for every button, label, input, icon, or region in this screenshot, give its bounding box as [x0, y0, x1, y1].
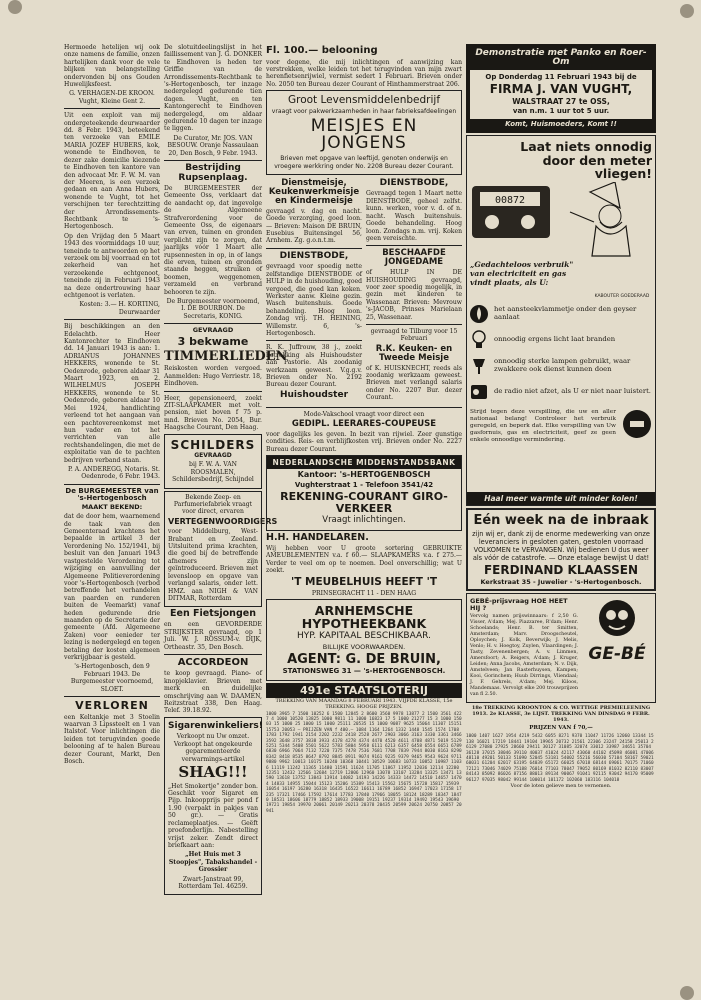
soap-ad	[164, 491, 278, 608]
tip-4-text: de radio niet afzet, als U er niet naar luistert.	[494, 386, 651, 395]
demonstration-firm: FIRMA J. VAN VUGHT,	[489, 82, 633, 97]
painters-heading: SCHILDERS	[170, 437, 256, 452]
meter-reading: 00872	[494, 194, 526, 206]
court-notice-2-signature: P. A. ANDEREGG, Notaris. St. Oedenrode, 6 Febr. 1943.	[67, 465, 160, 481]
lost-heading: VERLOREN	[75, 699, 149, 712]
tip-4	[470, 381, 652, 403]
divider	[164, 160, 262, 161]
gebe-quiz-heading: GEBÉ-prijsvraag HOE HEET HIJ ?	[470, 597, 568, 613]
divider	[64, 696, 160, 697]
premium-lottery-subheading: PRIJZEN VAN f 70,—	[529, 725, 593, 732]
divider	[366, 324, 462, 325]
demonstration-call: Komt, Huismoeders, Komt !!	[505, 120, 617, 129]
burglary-firm: FERDINAND KLAASSEN	[483, 563, 639, 578]
mortgage-conditions: BILLIJKE VOORWAARDEN.	[322, 642, 406, 651]
bicycle-boy-body: en een GEVORDERDE STRIJKSTER gevraagd, op 1 Juli. W. J. ROSSUM-v. DIJK, Ortheastr. 35, Den Bosch.	[164, 621, 262, 651]
reward-heading: Fl. 100.— belooning	[266, 45, 378, 56]
column-3	[266, 44, 462, 814]
lady-body: of HULP IN DE HUISHOUDING gevraagd, voor zeer spoedig mogelijk, in gezin met kinderen te Wassenaar. Brieven: Mevrouw 's-JACOB, Prinses Marielaan 25, Wassenaar.	[366, 269, 462, 321]
painters-ad	[164, 434, 262, 489]
gebe-quiz-body: Vervolg namen prijswinnaars: f 2,50 G. Visser, A'dam; Mej. Piazzaree, R'dam; Henr. Schoelands; Henr. B. ter Smitten, Amsterdam; Marv. Droogscheutel, Oploychen; J. Kolk, Beverwijk; J. Melis, Venlo; H. v. Hoegtoy, Zuylen, Vlaardingen; J. Tasty, Zevenenbergen; A. v. Limmen, Amersfoort; A. Reigers, A'dam; J. Kruger, Leiden; Anna Jacobs, Amsterdam; N. v. Dijk, Amstelveen; Jan Rasterhuysen, Kampen; Kooi, Gorinchem; Huub Dirrings, Vliendaal; J. F. Gehrels, A'dam; Mej. Kiloos, Mandemaas. Vervolgt elke 200 trouwprijzen van fl 2.50.	[470, 614, 578, 698]
mayor-notice-signature: 's-Hertogenbosch, den 9 Februari 1943. De Burgemeester voornoemd, SLOET.	[70, 663, 154, 693]
binder-hole-top-right	[680, 4, 694, 18]
divider	[64, 108, 160, 109]
premium-lottery-footer: Voor de loten gelieve men te vernemen.	[510, 783, 612, 790]
furniture-heading: 'T MEUBELHUIS HEEFT 'T	[291, 575, 437, 588]
tip-1	[470, 303, 652, 325]
kitchen-heading: R.K. Keuken- en Tweede Meisje	[375, 343, 453, 363]
bankruptcy-signature: De Curator, Mr. JOS. VAN BESOUW. Oranje Nassaulaan 20, Den Bosch, 9 Febr. 1943.	[167, 134, 259, 157]
servant3-heading: DIENSTBODE,	[279, 250, 349, 261]
shag-firm: „Het Huis met 3 Stoopjes", Tabakshandel - Grossier	[168, 851, 258, 874]
column-2	[164, 44, 288, 897]
mortgage-agent-address: STATIONSWEG 31 — 's-HERTOGENBOSCH.	[282, 667, 446, 676]
divider	[64, 319, 160, 320]
burglary-address: Kerkstraat 35 - Juwelier - 's-Hertogenbosch.	[480, 577, 642, 586]
accordion-heading: ACCORDEON	[177, 656, 249, 668]
servant2-body: Gevraagd tegen 1 Maart nette DIENSTBODE, geheel zelfst. kunn. werken, voor v. d. of n. nacht. Wasch buitenshuis. Goede behandeling. Hoog loon. Zondags n.m. vrij. Koken geen vereischte.	[366, 190, 462, 242]
fashion-school-body: voor dagelijks les geven. In bezit van rijwiel. Zeer gunstige condities. Reis- en verblijfkosten vrij. Brieven onder No. 2227 Bureau dezer Courant.	[266, 431, 462, 453]
energy-banner: Haal meer warmte uit minder kolen!	[467, 492, 655, 505]
servant-body: gevraagd v. dag en nacht. Goede verzorging, goed loon. — Brieven: Maison DE BRUIN, Eusebius Buitensingel 56, Arnhem. Zg. g.o.n.t.m.	[266, 207, 362, 245]
soap-intro: Bekende Zeep- en Parfumeriefabriek vraagt voor direct, ervaren	[173, 493, 253, 516]
state-lottery-numbers: 1000 3965 7 1500 10252 6 1500 12845 2 8600 3560 9978 13877 2 1500 3561 4227 4 1000 10520 13825 1000 9811 11 1000 16823 17 5 1000 21277 15 3 1000 15003 15 1000 25 1000 15 1000 25111 20535 15 1000 9087 9625 15064 11307 15151 15753 20053 — PRIJZEN VAN f 400.— 1084 1164 1264 1332 1448 1545 1574 1708 1783 1792 1941 2154 2202 2232 2418 2528 2677 2903 3066 3163 3330 3361 3466 3592 3648 3757 3838 3933 4178 4278 4374 4470 4520 4611 4708 4871 5019 5129 5251 5344 5408 5501 5622 5783 5804 5958 6111 6213 6357 6458 6554 6651 6789 6830 6966 7064 7132 7220 7375 7478 7536 7681 7708 7839 7944 8030 8163 8290 8342 8418 8535 8647 8792 8845 8911 9074 9161 9235 9379 9465 9543 9624 9711 9880 9962 10013 10175 10240 10368 10441 10529 10683 10733 10852 10987 11036 11119 11242 11365 11480 11591 11624 11705 11867 11952 12036 12114 12280 12351 12432 12566 12684 12719 12806 12960 13078 13107 13284 13325 13471 13590 13618 13752 13843 13914 14082 14193 14226 14333 14472 14510 14657 14704 14833 14955 15044 15123 15206 15389 15413 15562 15675 15728 15817 15939 16054 16197 16280 16318 16435 16522 16611 16789 16852 16947 17023 17158 17235 17321 17466 17592 17614 17783 17840 17966 18055 18124 18289 18347 18470 18531 18606 18779 18852 18933 19008 19151 19237 19314 19492 19543 19690 19721 19854 19970 20061 20149 20213 20378 20435 20599 20624 20750 20857 20941	[266, 711, 462, 814]
energy-heading: Laat niets onnodig door den meter vliegen!	[520, 139, 652, 181]
mascot-illustration	[587, 596, 647, 640]
court-notice-2: Bij beschikkingen an den Edelachtb. Heer Kantonrechter te Eindhoven dd. 14 Januari 1943 is aan: 1. ADRIANUS JOHANNES HEKKERS, wonende te St. Oedenrode, geboren aldaar 31 Maart 1923, en 2. WILHELMUS JOSEPH HEKKERS, wonende te St. Oedenrode, geboren aldaar 10 Mei 1924, handlichting verleend tot het aangaan van een pachtovereenkomst met hun vader en tot het verrichten van alle rechtshandelingen, die met de exploitatie van de te pachten bedrijven verband staan.	[64, 323, 160, 464]
lightbulb-icon	[470, 329, 488, 351]
fashion-school-heading: GEDIPL. LEERARES-COUPEUSE	[291, 419, 437, 430]
housekeeper-body: R. K. Juffrouw, 38 j., zoekt betrekking als Huishoudster aan Pastorie. Als zoodanig werkzaam geweest. V.g.g.v. Brieven onder No. 2192 Bureau dezer Courant.	[266, 344, 362, 389]
fashion-school-line: Mode-Vakschool vraagt voor direct een	[303, 410, 425, 418]
furniture-address: PRINSEGRACHT 11 - DEN HAAG	[311, 589, 417, 597]
servant2-heading: DIENSTBODE,	[379, 178, 449, 189]
bank-office: Kantoor: 's-HERTOGENBOSCH	[297, 470, 431, 480]
reward-ad	[266, 44, 462, 59]
divider	[164, 323, 262, 324]
meter-gnome-illustration	[470, 182, 650, 260]
bicycle-boy-heading: Een Fietsjongen	[170, 608, 256, 620]
column-4	[466, 44, 656, 793]
gnome-caption: KABOUTER GOEDERAAD	[594, 293, 650, 299]
caterpillar-heading: Bestrijding Rupsenplaag.	[178, 163, 248, 183]
thanks-notice: Hermoede hetelijen wij ook onze namens de familie, onzen hartelijken dank voor de vele blijken van belangstelling ondervonden bij ons Gouden Huwelijksfeest.	[64, 44, 160, 89]
divider	[366, 245, 462, 246]
mayor-notice-body: dat de door hem, waarnemend de taak van den Gemeenteraad krachtens het bepaalde in artikel 3 der Verordening No. 152/1941, bij besluit van den Januari 1943 vastgestelde Verordening tot wijziging en aanvulling der Algemeene Politieverordening voor 's-Hertogenbosch (verbod betreffende het verhandelen van paarden en runderen buiten de Veemarkt) vanaf heden gedurende drie maanden op de Secretarie der gemeente (Afd. Algemeene Zaken) voor eenieder ter lezing is nedergelegd en tegen betaling der kosten algemeen verkrijgbaar is gesteld.	[64, 513, 160, 661]
premium-lottery-numbers: 1000 1407 1627 1954 4219 5432 6055 8271 9370 11047 11726 12060 13344 15138 16021 17219 18441 19104 19965 20732 21561 22306 23247 24158 25013 26129 27080 27925 28660 29411 30127 31085 32074 33012 33987 34651 35704 36128 37015 38046 39110 40037 41024 42117 43060 44102 45098 46081 47006 48110 49201 50133 51090 52045 53181 54002 55216 56030 57104 58167 59021 60031 61204 62017 63195 64039 65172 66025 67018 68144 69061 70175 71060 72121 73046 74029 75188 76014 77103 78047 79052 80169 81032 82110 83007 84143 85092 86026 87156 88013 89134 90067 91041 92115 93042 94170 95009 96127 97035 98042 99144 100014 101172 102060 103116 104018	[466, 734, 654, 783]
demonstration-heading: Demonstratie met Panko en Roer-Om	[475, 48, 647, 68]
painters-body: bij F. W. A. VAN ROOSMALEN, Schildersbedrijf, Schijndel	[172, 461, 254, 484]
tip-3	[470, 355, 652, 377]
cigar-body: Verkoopt nu Uw omzet. Verkoopt hat ongekeurde geparementeerde verwarmings-artikel	[173, 733, 253, 763]
food-company-subheading: vraagt voor pakwerkzaamheden in haar fabrieksafdeelingen	[271, 108, 457, 116]
dealers-body: Wij hebben voor U groote sortering GEBRUIKTE AMEUBLEMENTEN v.a. f 60.— SLAAPKAMERS v.a. f 275.— Verder te veel om op te noemen. Doel onverschillig; wat U zoekt.	[266, 544, 462, 575]
gebe-logo-block	[582, 596, 652, 700]
bankruptcy-notice: De slotuitdeelingslijst in het faillissement van J. G. DONKER te Eindhoven is heden ter Griffie van de Arrondissements-Rechtbank te 's-Hertogenbosch, ter inzage nedergelegd gedurende tien dagen. Vught, en ten Kantongerecht te Eindhoven nedergelegd, om aldaar gedurende 10 dagen ter inzage te liggen.	[164, 44, 262, 133]
court-notice-1: Uit een exploit van mij ondergeteekende deurwaarder dd. 8 Febr. 1943, beteekend ten verzoeke van EMILE MARIA JOZEF HUBERS, kok, wonende te Eindhoven, te dezer zake domicilie kiezende te Eindhoven ten kantore van den advocaat Mr. F. W. M. van der Meeren, is een verzoek gedaan en aan Anna Hubers, wonende te Vught, tot het verschijnen ter terechtzitting der Arrondissements-Rechtbank te 's-Hertogenbosch.	[64, 112, 161, 231]
lamp-icon	[470, 355, 488, 377]
mortgage-heading: ARNHEMSCHE HYPOTHEEKBANK	[301, 603, 427, 632]
servant-heading: Dienstmeisje, Keukenwerkmeisje en Kindermeisje	[268, 178, 360, 206]
premium-lottery-heading: 18e TREKKING KROONTON & CO. WETTIGE PREMIELEENING 1913. 2e KLASSE, 3e LIJST. TREKKING VAN DINSDAG 9 FEBR. 1943.	[471, 705, 651, 724]
binder-hole-top-left	[8, 0, 22, 14]
shag-address: Zwart-Janstraat 99, Rotterdam Tel. 46259.	[178, 875, 248, 890]
flame-icon	[470, 303, 488, 325]
emblem-icon	[622, 409, 652, 439]
divider	[164, 391, 262, 392]
energy-quote-row	[470, 260, 652, 299]
servant3-body: gevraagd voor spoedig nette zelfstandige DIENSTBODE of HULP in de huishouding, goed vergoed, die goed kan koken. Werkster aanw. Kleine gezin. Wasch buitenshuis. Goede behandeling. Hoog loon. Zondag vrij. TH. HEINING, Willemstr. 6, 's-Hertogenbosch.	[266, 263, 362, 337]
carpenters-wanted: GEVRAAGD	[192, 326, 234, 335]
dealers-heading: H.H. HANDELAREN.	[266, 532, 369, 543]
housekeeper-heading: Huishoudster	[279, 389, 349, 400]
court-notice-1b: Op den Vrijdag den 5 Maart 1943 des voormiddags 10 uur, teneinde te antwoorden op het verzoek om bij voorraad en tot zekerheid van het verzoekende echtgenoot, teneinde zij in Februari 1943 na deze ondertrouwing haar echtgenoot is verlaten.	[64, 232, 160, 299]
mayor-notice-subheading: MAAKT BEKEND:	[81, 503, 143, 512]
divider	[266, 340, 362, 341]
caterpillar-body: De BURGEMEESTER der Gemeente Oss, verklaart dat de aandacht op, dat ingevolge de Algemeene Strafverordening voor de Gemeente Oss, de eigenaars van erven, tuinen en gronden verplicht zijn te zorgen, dat jaarlijks vóór 1 Maart alle rupsennesten in op, in of langs die erven, tuinen en gronden staande heggen, struiken of boomen, weggenomen, verzameld en verbrand behooren te zijn.	[164, 184, 262, 296]
girls-boys-body: Brieven met opgave van leeftijd, genoten onderwijs en vroegere werkkring onder No. 2208 Bureau dezer Courant.	[274, 155, 454, 170]
soap-body: voor Middelburg, West-Brabant en Zeeland. Uitsluitend prima krachten, die goed bij de betreffende afnemers zijn geïntroduceerd. Brieven met levensloop en opgave van verlangd salaris, onder lett. HMZ. aan NIGH & VAN DITMAR, Rotterdam	[168, 528, 258, 602]
soap-heading: VERTEGENWOORDIGERS	[168, 516, 278, 526]
kitchen-body: of K. HUISKNECHT, reeds als zoodanig werkzaam geweest. Brieven met verlangd salaris onder No. 2207 Bur. dezer Courant.	[366, 364, 462, 402]
shag-heading: SHAG!!!	[178, 762, 248, 781]
servants-left	[266, 177, 362, 404]
tip-3-text: onnoodig sterke lampen gebruikt, waar zwakkere ook dienst kunnen doen	[494, 356, 631, 373]
energy-final	[470, 409, 652, 446]
demonstration-time: van n.m. 1 uur tot 5 uur.	[512, 106, 610, 115]
state-lottery-heading: 491e STAATSLOTERIJ	[266, 683, 462, 698]
tip-1-text: het aansteekvlammetje onder den geyser aanlaat	[494, 304, 637, 321]
divider	[164, 654, 262, 655]
burglary-body: zijn wij er, dank zij de enorme medewerking van onze leveranciers in gesloten gaten, gestolen voorraad VOLKOMEN te VERVANGEN. Wij bedienen U dus weer als vóór de catastrofe. — Onze etalage bewijst U dat!	[472, 530, 650, 563]
bank-address: Vughterstraat 1 - Telefoon 3541/42	[294, 480, 434, 489]
mortgage-agent: AGENT: G. DE BRUIN,	[287, 651, 441, 667]
bank-heading: REKENING-COURANT GIRO-VERKEER	[280, 489, 448, 515]
demonstration-address: WALSTRAAT 27 te OSS,	[512, 96, 610, 106]
demonstration-ad	[466, 44, 656, 133]
court-notice-1-signature: Kosten: 3.— H. KORTING, Deurwaarder	[79, 301, 160, 316]
tilburg-line: gevraagd te Tilburg voor 15 Februari	[370, 328, 458, 343]
gebe-ad	[466, 593, 656, 703]
energy-final-text: Strijd tegen deze verspilling, die uw en aller nationaal belang! Controleer het verbruik geregeld, en beperk dat. Elke verspilling van Uw gasfornuis, gas en electriciteit, geef ze geen enkele onnoodige vermindering.	[470, 408, 616, 443]
bank-banner: NEDERLANDSCHE MIDDENSTANDSBANK	[267, 456, 461, 469]
bank-info: Vraagt inlichtingen.	[322, 515, 406, 526]
mortgage-subheading: HYP. KAPITAAL BESCHIKBAAR.	[297, 631, 431, 642]
thanks-signature: G. VERHAGEN-DE KROON. Vught, Kleine Gent 2.	[69, 90, 155, 105]
tip-2-text: onnoodig ergens licht laat branden	[494, 334, 616, 343]
divider	[64, 484, 160, 485]
lady-heading: BESCHAAFDE JONGEDAME	[382, 248, 446, 268]
caterpillar-signature: De Burgemeester voornoemd, I. DE BOURBON. De Secretaris, KONIG.	[166, 298, 260, 320]
shag-body: „Het Smokertje" zonder bon. Geschikt voor Sigaret en Pijp. Inkoopprijs per pond f 1.90 (verpakt in pakjes van 50 gr.). — Gratis reclameplaatjes. — Geëft proefonderlijn. Nabestelling vrijst zeker. Zendt direct briefkaart aan:	[168, 782, 258, 849]
servants-right	[366, 177, 462, 404]
shag-ad	[164, 717, 262, 896]
burglary-ad	[466, 508, 656, 591]
demonstration-date: Op Donderdag 11 Februari 1943 bij de	[485, 72, 637, 81]
carpenters-body: Reiskosten worden vergoed. Aanmelden: Hugo Verriestr. 18, Eindhoven.	[164, 365, 262, 388]
room-wanted: Heer, gepensioneerd, zoekt ZIT-SLAAPKAMER met volt. pension, niet boven f 75 p. mnd. Brieven No. 2054, Bur. Haagsche Courant, Den Haag.	[164, 394, 262, 432]
servants-row	[266, 177, 462, 404]
energy-saving-ad	[466, 135, 656, 506]
painters-subheading: GEVRAAGD	[194, 452, 232, 460]
gebe-text-block	[470, 596, 578, 700]
tip-2	[470, 329, 652, 351]
lost-body: een Keltankje met 3 Stoelin waarvan 3 Lipssteelt en 1 van Italstof. Voor inlichtingen die leiden tot terugvinden goede belooning af te halen Bureau dezer Courant, Markt, Den Bosch.	[64, 713, 160, 765]
carpenters-heading: TIMMERLIEDEN	[164, 348, 288, 364]
energy-quote: „Gedachteloos verbruik" van electriciteit en gas vindt plaats, als U:	[470, 259, 574, 287]
divider	[266, 407, 462, 408]
mayor-notice-heading: De BURGEMEESTER van 's-Hertogenbosch	[65, 486, 159, 503]
mortgage-ad	[266, 599, 462, 680]
state-lottery-subheading: TREKKING VAN MAANDAG 8 FEBRUARI 1943. VIJFDE KLASSE, 15e TREKKING. HOOGE PRIJZEN.	[275, 697, 453, 710]
reward-body: voor degene, die mij inlichtingen of aanwijzing kan verstrekken, welke leiden tot het terugvinden van mijn zwart herenfietsenrijwiel, vermist sedert 1 Februari. Brieven onder No. 2050 ten Bureau dezer Courant of Hinthammerstraat 206.	[266, 58, 462, 88]
gebe-logo: GE-BÉ	[588, 644, 646, 665]
burglary-heading: Eén week na de inbraak	[473, 513, 649, 529]
food-company-ad	[266, 90, 462, 175]
column-1	[64, 44, 160, 767]
demonstration-details	[470, 70, 652, 119]
middenstandsbank-ad	[266, 455, 462, 531]
carpenters-count: 3 bekwame	[177, 335, 249, 349]
cigar-heading: Sigarenwinkeliers!	[168, 720, 263, 731]
girls-boys-heading: MEISJES EN JONGENS	[310, 115, 418, 154]
accordion-body: te koop gevraagd. Piano- of knopjeklavier. Brieven met merk en duidelijke omschrijving aan W. DAAMEN, Reitzstraat 338, Den Haag. Telef. 39.18.92.	[164, 670, 262, 715]
energy-quote-block	[470, 260, 588, 299]
binder-hole-bottom-right	[680, 986, 694, 1000]
divider	[266, 248, 362, 249]
radio-icon	[470, 381, 488, 403]
food-company-heading: Groot Levensmiddelenbedrijf	[287, 94, 441, 107]
